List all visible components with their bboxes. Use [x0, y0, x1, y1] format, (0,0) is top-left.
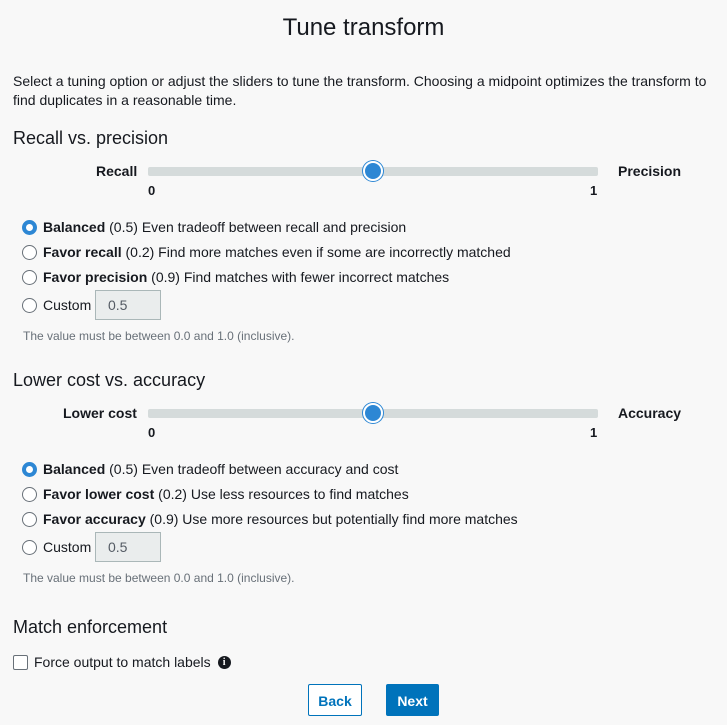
- radio-button[interactable]: [22, 298, 37, 313]
- recall-option-balanced[interactable]: [22, 219, 406, 235]
- radio-button[interactable]: [22, 220, 37, 235]
- radio-button[interactable]: [22, 487, 37, 502]
- cost-slider-left-label: Lower cost: [63, 405, 137, 421]
- recall-custom-input[interactable]: 0.5: [95, 290, 161, 320]
- enforcement-section-title: Match enforcement: [13, 617, 168, 637]
- recall-option-favor-precision[interactable]: [22, 269, 449, 285]
- recall-option-custom[interactable]: [22, 297, 91, 313]
- option-title: Balanced: [43, 461, 106, 477]
- option-description: (0.5) Even tradeoff between recall and precision: [105, 219, 407, 235]
- force-output-checkbox-row[interactable]: [13, 654, 231, 670]
- recall-hint-text: The value must be between 0.0 and 1.0 (inclusive).: [23, 329, 295, 343]
- option-description: (0.9) Use more resources but potentially find more matches: [145, 511, 518, 527]
- option-title: Favor recall: [43, 244, 122, 260]
- cost-custom-input[interactable]: 0.5: [95, 532, 161, 562]
- back-button[interactable]: Back: [308, 684, 362, 716]
- recall-slider-right-label: Precision: [618, 163, 682, 179]
- recall-slider-min-tick: 0: [148, 183, 156, 198]
- custom-label: Custom: [43, 297, 92, 313]
- option-description: (0.9) Find matches with fewer incorrect matches: [147, 269, 450, 285]
- option-description: (0.2) Find more matches even if some are incorrectly matched: [121, 244, 511, 260]
- option-description: (0.2) Use less resources to find matches: [154, 486, 409, 502]
- option-title: Favor lower cost: [43, 486, 155, 502]
- page-title: Tune transform: [282, 14, 445, 41]
- cost-option-favor-accuracy[interactable]: [22, 511, 518, 527]
- radio-button[interactable]: [22, 245, 37, 260]
- cost-option-balanced[interactable]: [22, 461, 398, 477]
- cost-option-custom[interactable]: [22, 539, 91, 555]
- radio-button[interactable]: [22, 462, 37, 477]
- option-description: (0.5) Even tradeoff between accuracy and cost: [105, 461, 399, 477]
- cost-section-title: Lower cost vs. accuracy: [13, 370, 206, 390]
- option-title: Favor accuracy: [43, 511, 146, 527]
- recall-slider-left-label: Recall: [96, 163, 138, 179]
- next-button[interactable]: Next: [386, 684, 439, 716]
- option-title: Favor precision: [43, 269, 148, 285]
- recall-option-favor-recall[interactable]: [22, 244, 511, 260]
- option-title: Balanced: [43, 219, 106, 235]
- radio-button[interactable]: [22, 512, 37, 527]
- custom-label: Custom: [43, 539, 92, 555]
- cost-hint-text: The value must be between 0.0 and 1.0 (inclusive).: [23, 571, 295, 585]
- info-icon[interactable]: i: [218, 656, 231, 669]
- cost-slider-min-tick: 0: [148, 425, 156, 440]
- recall-slider-max-tick: 1: [590, 183, 598, 198]
- intro-text: Select a tuning option or adjust the sliders to tune the transform. Choosing a midpoint optimizes the transform to find duplicates in a reasonable time.: [13, 73, 707, 108]
- force-output-label: Force output to match labels: [34, 654, 211, 670]
- cost-slider-right-label: Accuracy: [618, 405, 682, 421]
- force-output-checkbox[interactable]: [13, 655, 28, 670]
- cost-option-favor-lower-cost[interactable]: [22, 486, 409, 502]
- recall-slider-handle[interactable]: [363, 161, 383, 181]
- radio-button[interactable]: [22, 540, 37, 555]
- recall-section-title: Recall vs. precision: [13, 128, 169, 148]
- cost-slider-max-tick: 1: [590, 425, 598, 440]
- cost-slider-handle[interactable]: [363, 403, 383, 423]
- radio-button[interactable]: [22, 270, 37, 285]
